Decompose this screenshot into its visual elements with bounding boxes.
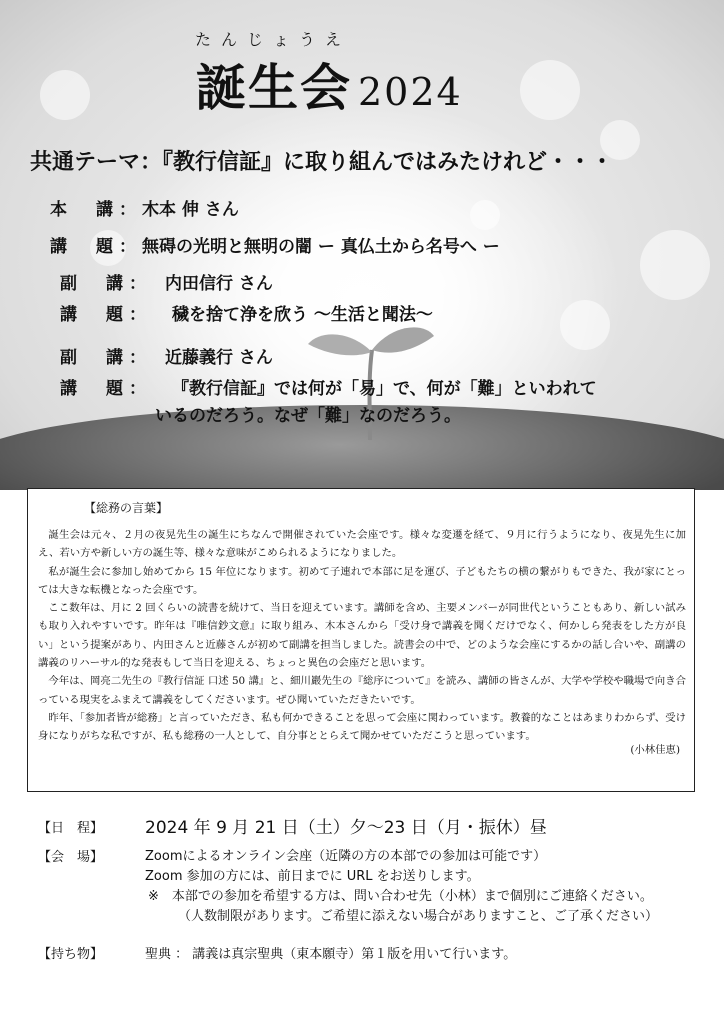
bokeh-light — [40, 70, 90, 120]
common-theme: 共通テーマ：『教行信証』に取り組んではみたけれど・・・ — [30, 150, 614, 175]
bokeh-light — [640, 230, 710, 300]
bokeh-light — [560, 300, 610, 350]
title-year: 2024 — [358, 70, 463, 114]
notice-box — [27, 488, 695, 792]
venue-line: Zoomによるオンライン会座（近隣の方の本部での参加は可能です） — [145, 849, 547, 864]
title-ruby: たんじょうえ — [195, 30, 352, 49]
talk-label: 本 講： — [50, 200, 142, 220]
notice-paragraph: ここ数年は、月に 2 回くらいの読書を続けて、当日を迎えています。講師を含め、主要メンバーが同世代ということもあり、新しい試みも取り入れやすいです。昨年は『唯信鈔文意』に取り組み、木本さんから「受け身で講義を聞くだけでなく、何かしら発表をした方が良い」という提案があり、内田さんと近藤さんが初めて副講を担当しました。読書会の中で、どのような会座にするかの話し合いや、副講の講義のリハーサル的な発表もして当日を迎える、ちょっと異色の会座だと思います。 — [38, 602, 686, 670]
sub-topic-2-continued — [155, 401, 461, 426]
venue-label: 【会 場】 — [38, 850, 104, 865]
sub-topic-2-row — [60, 374, 597, 399]
notice-paragraph: 誕生会は元々、２月の夜晃先生の誕生にちなんで開催されていた会座です。様々な変遷を経て、９月に行うようになり、夜晃先生に加え、若い方や新しい方の誕生等、様々な意味がこめられるようになりました。 — [38, 529, 686, 560]
talk-value: 木本 伸 さん — [142, 200, 239, 220]
event-date: 2024 年 9 月 21 日（土）夕〜23 日（月・振休）昼 — [145, 818, 547, 838]
hero-banner — [0, 0, 724, 490]
title-text: 誕生会 — [196, 58, 352, 117]
notice-paragraph: 私が誕生会に参加し始めてから 15 年位になります。初めて子連れで本部に足を運び、子どもたちの横の繋がりもできた、我が家にとっては大きな転機となった会座です。 — [38, 565, 686, 596]
notice-paragraph: 今年は、岡亮二先生の『教行信証 口述 50 講』と、細川巖先生の『総序について』を読み、講師の皆さんが、大学や学校や職場で向き合っている現実をふまえて講義をしてくださいます。ぜひ聞いていただきたいです。 — [38, 675, 686, 706]
venue-line: ※ 本部での参加を希望する方は、問い合わせ先（小林）まで個別にご連絡ください。 — [148, 889, 653, 904]
venue-line: （人数制限があります。ご希望に添えない場合がありますこと、ご了承ください） — [178, 909, 658, 924]
bokeh-light — [520, 60, 580, 120]
notice-heading: 【総務の言葉】 — [84, 501, 169, 515]
sub-topic-1-row — [60, 300, 433, 325]
notice-signature: (小林佳恵) — [630, 744, 680, 756]
main-topic-row — [50, 232, 500, 257]
items-label: 【持ち物】 — [38, 947, 104, 962]
page-title — [196, 48, 463, 120]
talk-value: 無碍の光明と無明の闇 ー 真仏土から名号へ ー — [142, 237, 500, 257]
talk-value: 内田信行 さん — [165, 274, 273, 294]
talk-label: 講 題： — [50, 237, 142, 257]
talk-value: 近藤義行 さん — [165, 348, 273, 368]
talk-value: 『教行信証』では何が「易」で、何が「難」といわれて — [172, 379, 597, 399]
sub-lecture-2-row — [60, 343, 273, 368]
talk-value: いるのだろう。なぜ「難」なのだろう。 — [155, 406, 461, 426]
items-text: 聖典 ： 講義は真宗聖典（東本願寺）第１版を用いて行います。 — [145, 947, 517, 962]
main-lecture-row — [50, 195, 239, 220]
bokeh-light — [470, 200, 500, 230]
venue-line: Zoom 参加の方には、前日までに URL をお送りします。 — [145, 869, 480, 884]
sub-lecture-1-row — [60, 269, 273, 294]
date-label: 【日 程】 — [38, 821, 104, 836]
notice-body — [38, 526, 686, 746]
talk-label: 講 題： — [60, 305, 152, 325]
notice-paragraph: 昨年、「参加者皆が総務」と言っていただき、私も何かできることを思って会座に関わっています。教養的なことはあまりわからず、受け身になりがちな私ですが、私も総務の一人として、自分事ととらえて聞かせていただこうと思っています。 — [38, 711, 686, 743]
talk-label: 講 題： — [60, 379, 152, 399]
talk-label: 副 講： — [60, 348, 152, 368]
talk-label: 副 講： — [60, 274, 152, 294]
talk-value: 穢を捨て浄を欣う 〜生活と聞法〜 — [172, 305, 433, 325]
